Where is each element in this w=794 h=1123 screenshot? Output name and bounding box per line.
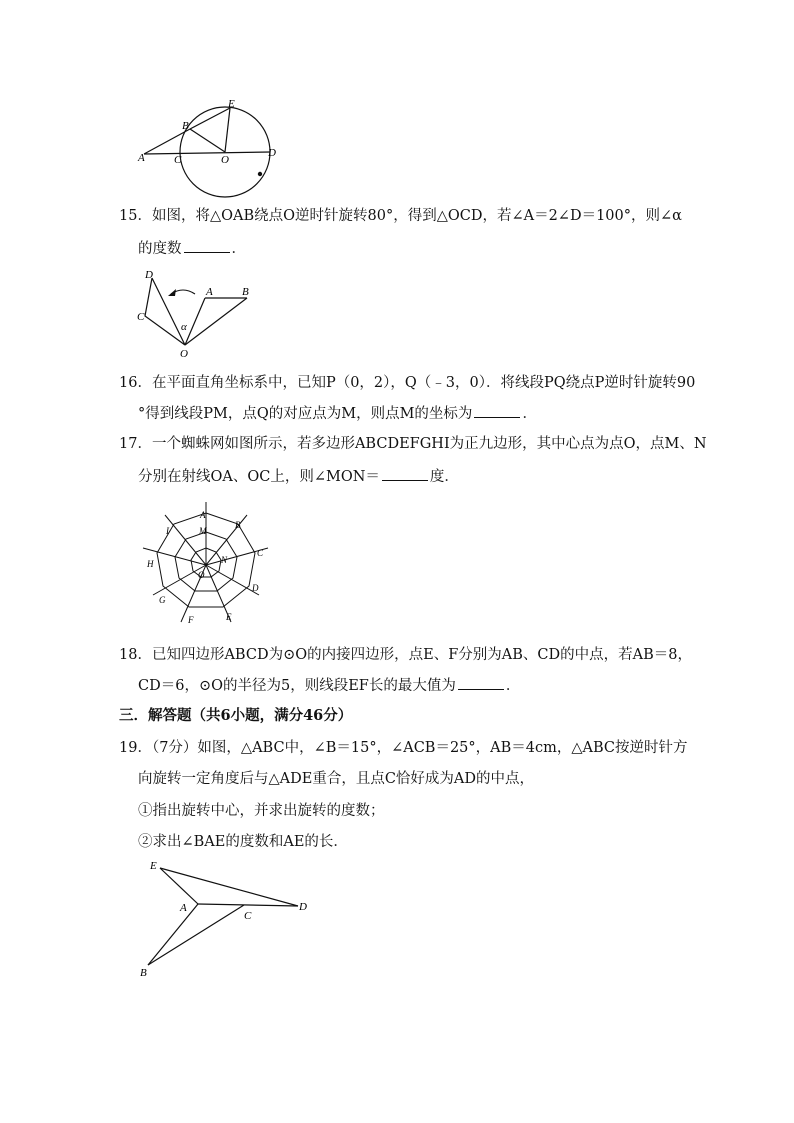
q15-line2 [138,238,246,259]
q17-line2 [138,466,459,487]
fig17-label-f: F [188,615,194,625]
q19-line2: 向旋转一定角度后与△ADE重合，且点C恰好成为AD的中点， [138,771,535,787]
fig15-label-a: A [206,286,213,298]
q19-number: 19． [119,740,152,756]
fig17-label-n: N [221,555,228,565]
fig19-label-b: B [140,967,147,979]
fig15-label-b: B [242,286,249,298]
q15-number: 15． [119,208,152,224]
fig15-label-o: O [180,348,188,360]
q18-text1: 已知四边形ABCD为⊙O的内接四边形，点E、F分别为AB、CD的中点，若AB＝8， [151,647,692,663]
fig19-label-c: C [244,910,252,922]
q18-text2: CD＝6，⊙O的半径为5，则线段EF长的最大值为 [138,678,456,694]
fig19-label-e: E [150,860,157,872]
fig19-label-d: D [299,901,307,913]
q18-line1 [119,645,692,665]
q19-line1 [119,738,688,758]
q18-line2 [138,675,520,696]
fig19-label-a: A [180,902,187,914]
figure-q15-rotation [135,268,265,363]
fig17-label-d: D [252,583,259,593]
q18-number: 18． [119,647,152,663]
q16-text1: 在平面直角坐标系中，已知P（0，2），Q（﹣3，0）．将线段PQ绕点P逆时针旋转90 [151,375,696,391]
q16-answer-blank [474,403,520,418]
fig14-label-o: O [221,154,229,166]
section-heading: 三．解答题（共6小题，满分46分） [119,707,353,724]
q16-line2 [138,403,537,424]
q16-text2-end: ． [522,406,537,422]
fig17-label-a: A [200,510,206,520]
fig17-label-i: I [166,526,169,536]
fig14-label-c: C [174,154,182,166]
q17-text2: 分别在射线OA、OC上，则∠MON＝ [138,469,380,485]
q18-text2-end: ． [505,678,521,694]
q19-sub1: ①指出旋转中心，并求出旋转的度数； [138,803,385,819]
fig15-label-d: D [145,269,153,281]
fig17-label-b: B [235,520,241,530]
q19-text1: （7分）如图，△ABC中，∠B＝15°，∠ACB＝25°，AB＝4cm，△ABC按逆时针方 [151,740,688,756]
fig17-label-m: M [199,526,207,536]
fig15-label-c: C [137,311,145,323]
q16-number: 16． [119,375,152,391]
q17-line1 [119,434,707,454]
q16-text2: °得到线段PM，点Q的对应点为M，则点M的坐标为 [138,406,473,422]
fig14-label-e: E [228,98,235,110]
q18-answer-blank [458,675,504,690]
q15-text2-end: ． [231,241,246,257]
q17-answer-blank [382,466,428,481]
fig17-label-g: G [159,595,166,605]
q15-text1: 如图，将△OAB绕点O逆时针旋转80°，得到△OCD，若∠A＝2∠D＝100°，则∠α [151,208,682,224]
q19-sub2: ②求出∠BAE的度数和AE的长． [138,834,348,850]
fig17-label-o: O [198,570,205,580]
q15-line1 [119,206,682,226]
q17-number: 17． [119,436,152,452]
fig14-label-d: D [268,147,276,159]
fig14-label-b: B [182,120,189,132]
q15-text2: 的度数 [138,241,182,257]
figure-q14-circle [130,95,290,205]
fig17-label-e: E [226,612,232,622]
fig17-label-h: H [147,559,154,569]
fig14-label-a: A [138,152,145,164]
q16-line1 [119,373,695,393]
q17-text1: 一个蜘蛛网如图所示，若多边形ABCDEFGHI为正九边形，其中心点为点O，点M、N [151,436,707,452]
figure-q19-triangles [138,855,318,985]
q15-answer-blank [184,238,230,253]
figure-q17-spiderweb [140,500,275,630]
q17-text2-end: 度． [429,469,459,485]
fig15-label-alpha: α [181,321,187,333]
fig17-label-c: C [257,548,264,558]
